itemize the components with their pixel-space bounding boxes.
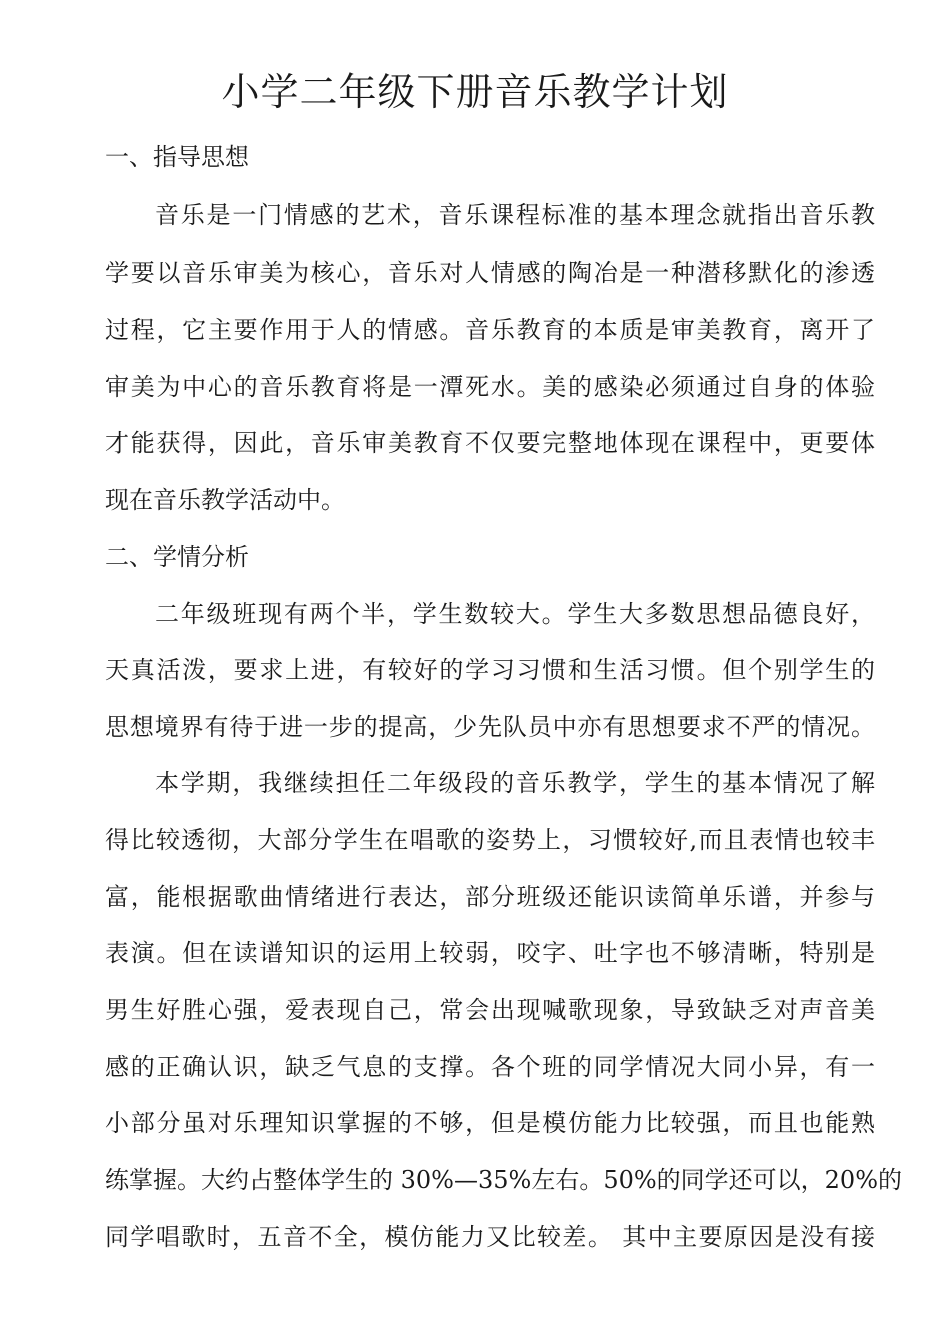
section-heading-guiding-thought: 一、指导思想 [105,143,249,171]
paragraph-line: 思想境界有待于进一步的提高，少先队员中亦有思想要求不严的情况。 [105,713,875,741]
paragraph-line: 练掌握。大约占整体学生的 30%—35%左右。50%的同学还可以，20%的 [105,1166,903,1194]
paragraph-line: 富，能根据歌曲情绪进行表达，部分班级还能识读简单乐谱，并参与 [105,883,875,911]
paragraph-line: 二年级班现有两个半，学生数较大。学生大多数思想品德良好， [155,600,875,628]
paragraph-line: 审美为中心的音乐教育将是一潭死水。美的感染必须通过自身的体验 [105,373,875,401]
document-title: 小学二年级下册音乐教学计划 [221,70,729,114]
paragraph-line: 得比较透彻，大部分学生在唱歌的姿势上，习惯较好,而且表情也较丰 [105,826,875,854]
paragraph-line: 表演。但在读谱知识的运用上较弱，咬字、吐字也不够清晰，特别是 [105,939,875,967]
paragraph-line: 学要以音乐审美为核心，音乐对人情感的陶冶是一种潜移默化的渗透 [105,259,875,287]
paragraph-line: 男生好胜心强，爱表现自己，常会出现喊歌现象，导致缺乏对声音美 [105,996,875,1024]
paragraph-line: 小部分虽对乐理知识掌握的不够，但是模仿能力比较强，而且也能熟 [105,1109,875,1137]
paragraph-line: 现在音乐教学活动中。 [105,486,345,514]
paragraph-line: 本学期，我继续担任二年级段的音乐教学，学生的基本情况了解 [155,769,875,797]
paragraph-line: 过程，它主要作用于人的情感。音乐教育的本质是审美教育，离开了 [105,316,875,344]
section-heading-student-analysis: 二、学情分析 [105,543,249,571]
paragraph-line: 才能获得，因此，音乐审美教育不仅要完整地体现在课程中，更要体 [105,429,875,457]
paragraph-line: 音乐是一门情感的艺术，音乐课程标准的基本理念就指出音乐教 [155,201,875,229]
paragraph-line: 感的正确认识，缺乏气息的支撑。各个班的同学情况大同小异，有一 [105,1053,875,1081]
paragraph-line: 天真活泼，要求上进，有较好的学习习惯和生活习惯。但个别学生的 [105,656,875,684]
paragraph-line: 同学唱歌时，五音不全，模仿能力又比较差。 其中主要原因是没有接 [105,1223,875,1251]
